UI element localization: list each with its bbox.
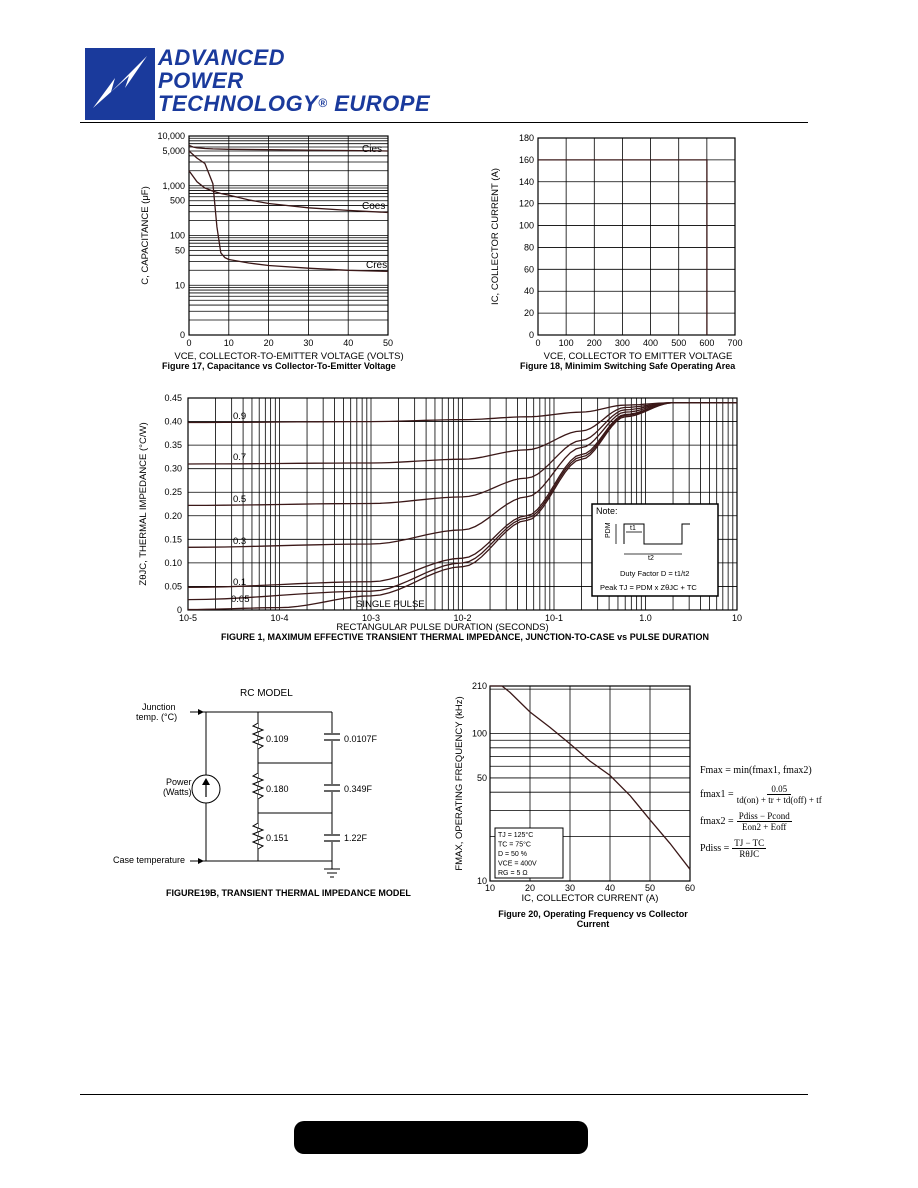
fig18-y-tick-label: 60 bbox=[523, 264, 534, 275]
fig1-x-tick-label: 10 bbox=[731, 613, 743, 623]
eq-fmax1-num: 0.05 bbox=[767, 784, 791, 795]
fig20-x-tick-label: 20 bbox=[524, 883, 536, 893]
fig18-y-tick-label: 140 bbox=[518, 176, 534, 187]
fig1-y-tick-label: 0.30 bbox=[164, 463, 182, 474]
equations bbox=[700, 765, 830, 859]
fig1-y-tick-label: 0.15 bbox=[164, 534, 182, 545]
logo-line-2: POWER bbox=[158, 68, 244, 93]
resistor-value-3: 0.151 bbox=[266, 833, 289, 843]
power-label-line2: (Watts) bbox=[163, 787, 192, 797]
capacitor-value-3: 1.22F bbox=[344, 833, 368, 843]
fig1-x-tick-label: 1.0 bbox=[639, 613, 652, 623]
eq-pdiss-num: TJ − TC bbox=[734, 838, 765, 848]
logo-line-1: ADVANCED bbox=[158, 45, 286, 70]
fig20-title bbox=[488, 909, 698, 929]
logo-word-europe: EUROPE bbox=[334, 91, 431, 116]
fig1-note-title: Note: bbox=[596, 506, 618, 516]
fig1-x-tick-label: 10-2 bbox=[453, 613, 472, 623]
logo-word-technology: TECHNOLOGY bbox=[158, 91, 319, 116]
fig18-x-tick-label: 100 bbox=[558, 338, 574, 348]
fig20-title-text: Figure 20, Operating Frequency vs Collector Current bbox=[498, 909, 688, 929]
fig1-note-duty: Duty Factor D = t1/t2 bbox=[620, 569, 690, 578]
fig17-x-tick-label: 10 bbox=[223, 338, 234, 348]
eq-pdiss-den: RθJC bbox=[739, 849, 760, 859]
fig18-y-axis-label: IC, COLLECTOR CURRENT (A) bbox=[490, 168, 501, 305]
power-label-line1: Power bbox=[166, 777, 192, 787]
junction-label-line1: Junction bbox=[142, 702, 176, 712]
resistor-value-2: 0.180 bbox=[266, 784, 289, 794]
fig1-y-tick-label: 0.35 bbox=[164, 440, 182, 451]
fig20-conditions-box bbox=[495, 828, 563, 878]
fig20-condition-text: VCE = 400V bbox=[498, 860, 537, 868]
fig17-x-tick-label: 50 bbox=[382, 338, 394, 348]
fig17-x-tick-label: 30 bbox=[303, 338, 314, 348]
fig20-condition-text: RG = 5 Ω bbox=[498, 870, 528, 877]
fig19b-title: FIGURE19B, TRANSIENT THERMAL IMPEDANCE MODEL bbox=[166, 888, 411, 898]
fig1-title: FIGURE 1, MAXIMUM EFFECTIVE TRANSIENT THERMAL IMPEDANCE, JUNCTION-TO-CASE vs PULSE DURATION bbox=[221, 632, 710, 642]
fig17-y-tick-label: 100 bbox=[169, 230, 185, 241]
company-logo-text bbox=[158, 46, 430, 115]
fig18-y-tick-label: 80 bbox=[523, 242, 534, 253]
fig1-y-tick-label: 0.25 bbox=[164, 487, 182, 498]
eq-fmax1-lhs: fmax1 = bbox=[700, 789, 734, 800]
fig1-y-tick-label: 0 bbox=[176, 605, 182, 615]
fig17-y-tick-label: 10,000 bbox=[157, 131, 185, 141]
fig18-chart bbox=[480, 130, 760, 370]
fig17-series-coes bbox=[189, 171, 388, 213]
fig1-note-t1: t1 bbox=[630, 525, 636, 532]
fig18-y-tick-label: 120 bbox=[518, 198, 534, 209]
junction-label-line2: temp. (°C) bbox=[136, 712, 178, 722]
equation-pdiss bbox=[700, 838, 830, 859]
fig18-x-tick-label: 500 bbox=[671, 338, 687, 348]
fig20-y-tick-label: 210 bbox=[471, 681, 487, 691]
fig1-y-tick-label: 0.05 bbox=[164, 581, 182, 592]
fig1-chart bbox=[130, 388, 760, 638]
footer-black-bar bbox=[294, 1121, 588, 1154]
eq-fmax2-frac bbox=[737, 811, 792, 832]
fig17-y-axis-label: C, CAPACITANCE (μF) bbox=[140, 186, 151, 285]
fig18-y-tick-label: 100 bbox=[518, 220, 534, 231]
fig18-x-axis-label: VCE, COLLECTOR TO EMITTER VOLTAGE bbox=[543, 351, 733, 362]
fig20-x-tick-label: 60 bbox=[684, 883, 696, 893]
fig17-x-tick-label: 40 bbox=[343, 338, 354, 348]
fig20-x-axis-label: IC, COLLECTOR CURRENT (A) bbox=[521, 893, 659, 904]
fig1-note-pdm: PDM bbox=[605, 522, 612, 538]
fig18-title: Figure 18, Minimim Switching Safe Operating Area bbox=[520, 361, 736, 371]
eq-fmax2-lhs: fmax2 = bbox=[700, 816, 734, 827]
fig17-x-tick-label: 0 bbox=[186, 338, 192, 348]
fig1-x-tick-label: 10-5 bbox=[178, 613, 198, 623]
equation-fmax1 bbox=[700, 784, 830, 805]
fig17-y-tick-label: 1,000 bbox=[162, 180, 185, 191]
fig1-y-tick-label: 0.10 bbox=[164, 557, 182, 568]
fig17-series-cies bbox=[189, 145, 388, 151]
resistor-value-1: 0.109 bbox=[266, 734, 289, 744]
fig17-y-tick-label: 10 bbox=[174, 280, 185, 291]
fig20-x-tick-label: 10 bbox=[484, 883, 496, 893]
fig1-series-label: 0.1 bbox=[233, 577, 247, 588]
fig18-y-tick-label: 40 bbox=[523, 286, 534, 297]
rc-model bbox=[110, 685, 440, 900]
fig1-x-tick-label: 10-1 bbox=[544, 613, 564, 623]
fig20-chart bbox=[448, 676, 698, 908]
fig18-y-tick-label: 160 bbox=[518, 154, 534, 165]
fig17-x-tick-label: 20 bbox=[263, 338, 274, 348]
equation-fmax2 bbox=[700, 811, 830, 832]
fig17-x-axis-label: VCE, COLLECTOR-TO-EMITTER VOLTAGE (VOLTS) bbox=[174, 351, 404, 362]
case-temp-label: Case temperature bbox=[113, 855, 186, 865]
registered-mark: ® bbox=[318, 96, 328, 110]
fig18-frame bbox=[538, 138, 735, 335]
logo-line-3 bbox=[158, 92, 430, 115]
eq-fmax2-num: Pdiss − Pcond bbox=[738, 811, 790, 821]
fig1-x-tick-label: 10-4 bbox=[270, 613, 289, 623]
fig17-series-label: Coes bbox=[362, 201, 386, 212]
fig1-series-label: SINGLE PULSE bbox=[356, 599, 425, 610]
fig18-y-tick-label: 0 bbox=[528, 330, 534, 340]
eq-fmax1-frac bbox=[737, 784, 822, 805]
fig17-series-label: Cies bbox=[362, 144, 383, 155]
fig18-y-tick-label: 180 bbox=[518, 133, 534, 143]
fig20-condition-text: D = 50 % bbox=[498, 851, 527, 858]
eq-pdiss-frac bbox=[732, 838, 766, 859]
rc-model-title: RC MODEL bbox=[240, 688, 293, 699]
eq-fmax1-den: td(on) + tr + td(off) + tf bbox=[736, 795, 822, 805]
fig1-series-label: 0.05 bbox=[231, 594, 250, 605]
fig20-condition-text: TJ = 125°C bbox=[498, 832, 534, 839]
fig1-series-label: 0.5 bbox=[233, 494, 247, 505]
fig20-y-tick-label: 10 bbox=[476, 876, 487, 886]
capacitor-value-1: 0.0107F bbox=[344, 734, 378, 744]
fig18-x-tick-label: 300 bbox=[614, 338, 630, 348]
fig20-x-tick-label: 30 bbox=[564, 883, 576, 893]
fig18-x-tick-label: 600 bbox=[699, 338, 715, 348]
fig1-note-t2: t2 bbox=[648, 555, 654, 562]
eq-pdiss-lhs: Pdiss = bbox=[700, 843, 730, 854]
fig17-chart bbox=[130, 130, 420, 370]
fig1-series-label: 0.3 bbox=[233, 536, 247, 547]
fig1-y-axis-label: ZθJC, THERMAL IMPEDANCE (°C/W) bbox=[138, 422, 149, 586]
fig20-x-tick-label: 50 bbox=[644, 883, 656, 893]
fig18-x-tick-label: 700 bbox=[727, 338, 743, 348]
fig17-title: Figure 17, Capacitance vs Collector-To-Emitter Voltage bbox=[162, 361, 396, 371]
fig20-x-tick-label: 40 bbox=[604, 883, 616, 893]
header-rule bbox=[80, 122, 808, 123]
fig18-x-tick-label: 0 bbox=[535, 338, 541, 348]
eq-fmax2-den: Eon2 + Eoff bbox=[742, 822, 787, 832]
fig17-y-tick-label: 500 bbox=[169, 195, 185, 206]
fig1-y-tick-label: 0.40 bbox=[164, 416, 182, 427]
header bbox=[0, 0, 918, 124]
equation-fmax: Fmax = min(fmax1, fmax2) bbox=[700, 765, 812, 776]
fig17-y-tick-label: 0 bbox=[179, 330, 185, 340]
fig17-y-tick-label: 50 bbox=[174, 245, 185, 256]
fig1-series-label: 0.9 bbox=[233, 411, 247, 422]
footer-rule bbox=[80, 1094, 808, 1095]
fig1-x-tick-label: 10-3 bbox=[361, 613, 381, 623]
fig1-series-label: 0.7 bbox=[233, 452, 247, 463]
fig1-y-tick-label: 0.45 bbox=[164, 393, 182, 403]
capacitor-value-2: 0.349F bbox=[344, 784, 373, 794]
logo-mark-icon bbox=[85, 48, 155, 120]
fig1-note-box bbox=[592, 504, 718, 596]
fig20-y-axis-label: FMAX, OPERATING FREQUENCY (kHz) bbox=[454, 696, 465, 871]
fig20-condition-text: TC = 75°C bbox=[498, 841, 531, 849]
fig20-y-tick-label: 100 bbox=[471, 728, 487, 739]
fig1-y-tick-label: 0.20 bbox=[164, 510, 182, 521]
fig1-note-peak: Peak TJ = PDM x ZθJC + TC bbox=[600, 583, 697, 592]
fig18-x-tick-label: 200 bbox=[586, 338, 602, 348]
fig17-y-tick-label: 5,000 bbox=[162, 145, 185, 156]
fig18-x-tick-label: 400 bbox=[643, 338, 659, 348]
fig1-x-axis-label: RECTANGULAR PULSE DURATION (SECONDS) bbox=[336, 622, 549, 633]
fig18-y-tick-label: 20 bbox=[523, 308, 534, 319]
fig20-y-tick-label: 50 bbox=[476, 772, 487, 783]
fig17-series-label: Cres bbox=[366, 260, 388, 271]
